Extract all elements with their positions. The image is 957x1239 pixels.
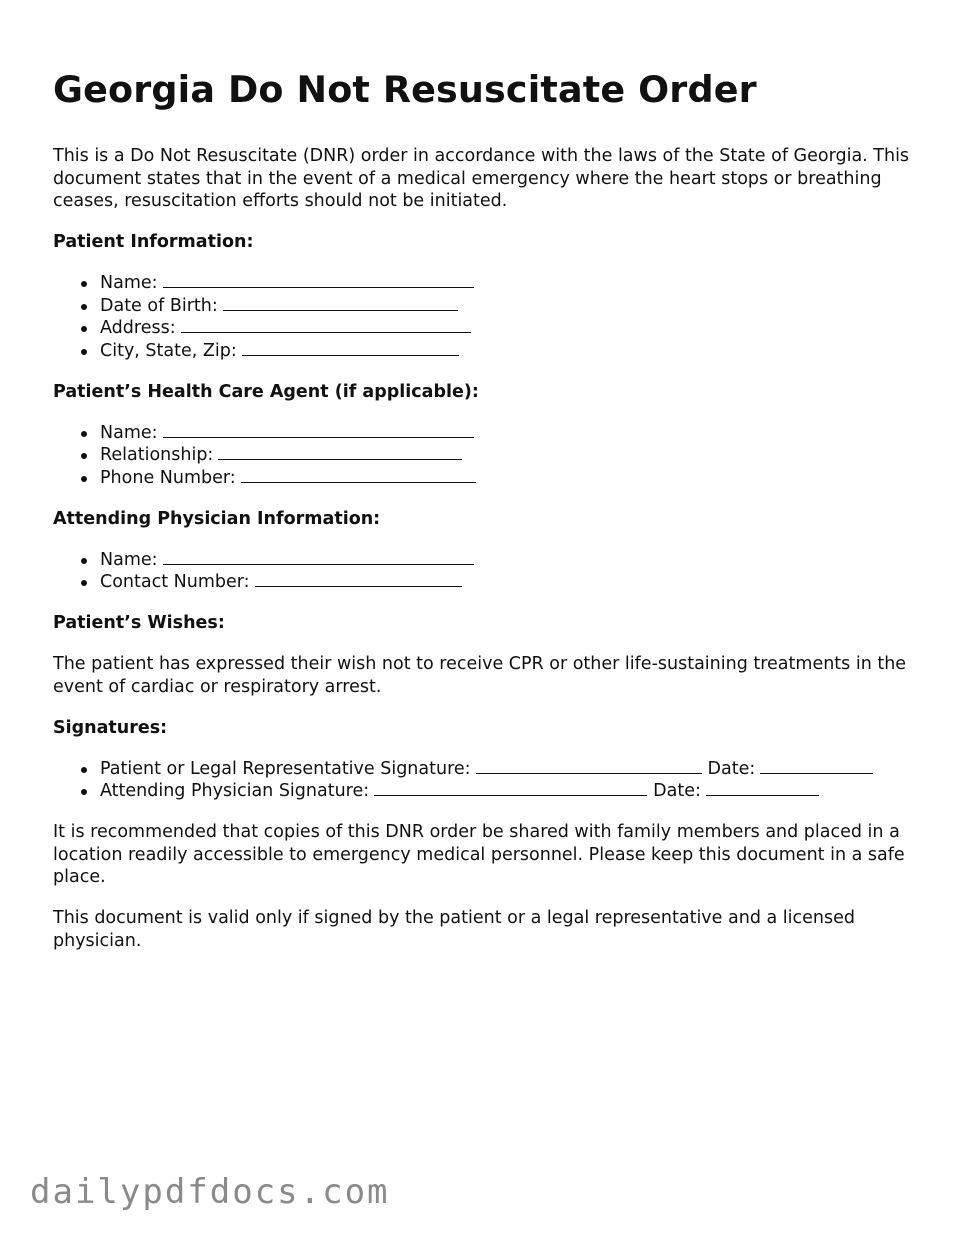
patient-info-heading: Patient Information: [53,232,254,252]
physician-signature-date-label: Date: [653,781,701,801]
intro-paragraph: This is a Do Not Resuscitate (DNR) order in accordance with the laws of the State of Georgia. This document states that in the event of a medical emergency where the heart stops or breathing ceases, resuscitation efforts should not be initiated. [53,146,910,211]
physician-signature-label: Attending Physician Signature: [100,781,370,801]
document-page [53,66,913,971]
patient-name-label: Name: [100,273,158,293]
patient-city-item [100,340,913,363]
agent-name-label: Name: [100,422,158,443]
patient-name-field[interactable] [163,272,474,288]
agent-info-heading: Patient’s Health Care Agent (if applicable): [53,381,479,402]
patient-signature-date-field[interactable] [760,758,873,774]
physician-name-label: Name: [100,549,158,570]
physician-info-list [53,549,913,594]
validity-paragraph: This document is valid only if signed by the patient or a legal representative and a licensed physician. [53,908,855,951]
agent-phone-field[interactable] [241,467,476,483]
patient-city-field[interactable] [242,340,459,356]
patient-city-label: City, State, Zip: [100,340,237,361]
physician-signature-item [100,780,913,803]
document-title: Georgia Do Not Resuscitate Order [53,68,757,111]
wishes-heading: Patient’s Wishes: [53,613,225,633]
agent-phone-item [100,467,913,490]
patient-info-list [53,272,913,362]
physician-name-field[interactable] [163,549,474,565]
physician-contact-label: Contact Number: [100,572,250,592]
physician-signature-date-field[interactable] [706,780,819,796]
patient-address-item [100,317,913,340]
wishes-paragraph: The patient has expressed their wish not to receive CPR or other life-sustaining treatments in the event of cardiac or respiratory arrest. [53,654,907,697]
patient-address-field[interactable] [181,317,471,333]
agent-name-field[interactable] [163,422,474,438]
physician-contact-field[interactable] [255,571,462,587]
patient-dob-label: Date of Birth: [100,295,218,316]
recommendation-paragraph: It is recommended that copies of this DNR order be shared with family members and placed in a location readily accessible to emergency medical personnel. Please keep this document in a safe place. [53,822,905,887]
patient-address-label: Address: [100,318,176,338]
agent-info-list [53,422,913,490]
watermark-text: dailypdfdocs.com [30,1172,390,1212]
physician-info-heading: Attending Physician Information: [53,508,381,529]
agent-name-item [100,422,913,445]
signatures-list [53,758,913,803]
agent-relationship-field[interactable] [218,444,462,460]
agent-phone-label: Phone Number: [100,467,236,488]
agent-relationship-label: Relationship: [100,445,214,465]
signatures-heading: Signatures: [53,717,168,738]
patient-dob-item [100,295,913,318]
patient-signature-date-label: Date: [707,758,756,779]
physician-name-item [100,549,913,572]
patient-dob-field[interactable] [223,295,458,311]
agent-relationship-item [100,444,913,467]
patient-name-item [100,272,913,295]
physician-contact-item [100,571,913,594]
patient-signature-field[interactable] [476,758,702,774]
physician-signature-field[interactable] [374,780,647,796]
patient-signature-label: Patient or Legal Representative Signature: [100,758,471,779]
patient-signature-item [100,758,913,781]
